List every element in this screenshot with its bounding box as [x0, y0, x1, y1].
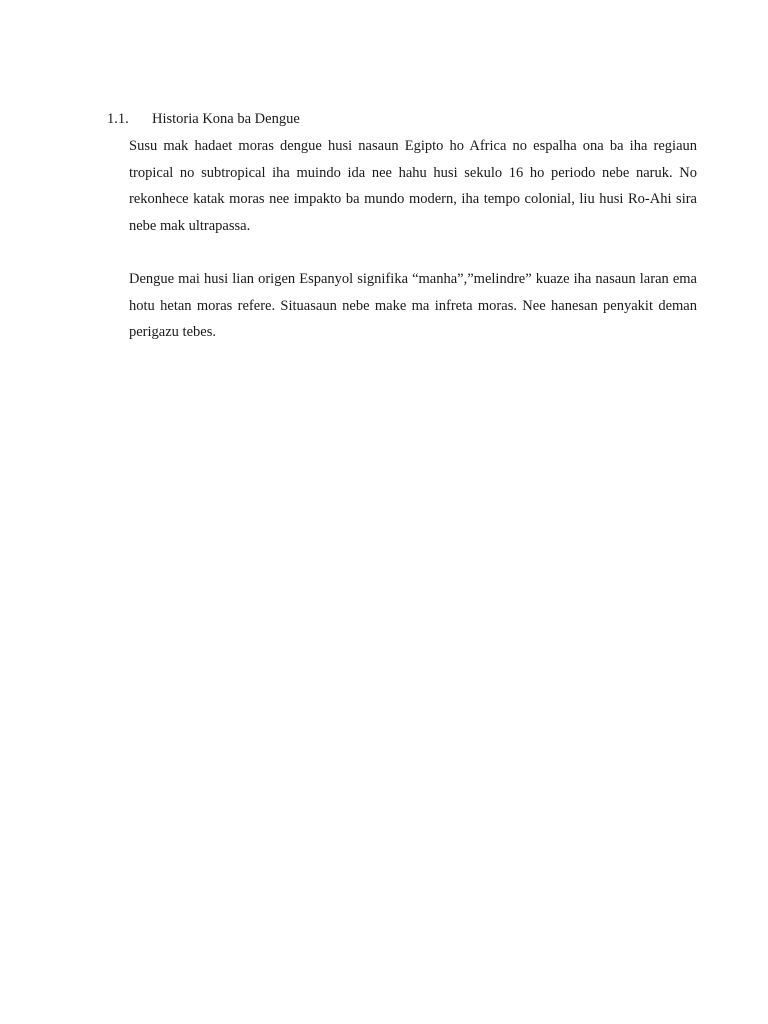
paragraph-etymology: Dengue mai husi lian origen Espanyol signifika “manha”,”melindre” kuaze iha nasaun laran ema hotu hetan moras refere. Situasaun nebe make ma infreta moras. Nee hanesan penyakit deman perigazu tebes.: [129, 271, 697, 341]
section-title: Historia Kona ba Dengue: [152, 111, 300, 127]
paragraph-history: Susu mak hadaet moras dengue husi nasaun Egipto ho Africa no espalha ona ba iha regiaun tropical no subtropical iha muindo ida nee hahu husi sekulo 16 ho periodo nebe naruk. No rekonhece katak moras nee impakto ba mundo modern, iha tempo colonial, liu husi Ro-Ahi sira nebe mak ultrapassa.: [129, 138, 697, 235]
section-number: 1.1.: [107, 111, 129, 127]
section-heading: [107, 110, 300, 128]
